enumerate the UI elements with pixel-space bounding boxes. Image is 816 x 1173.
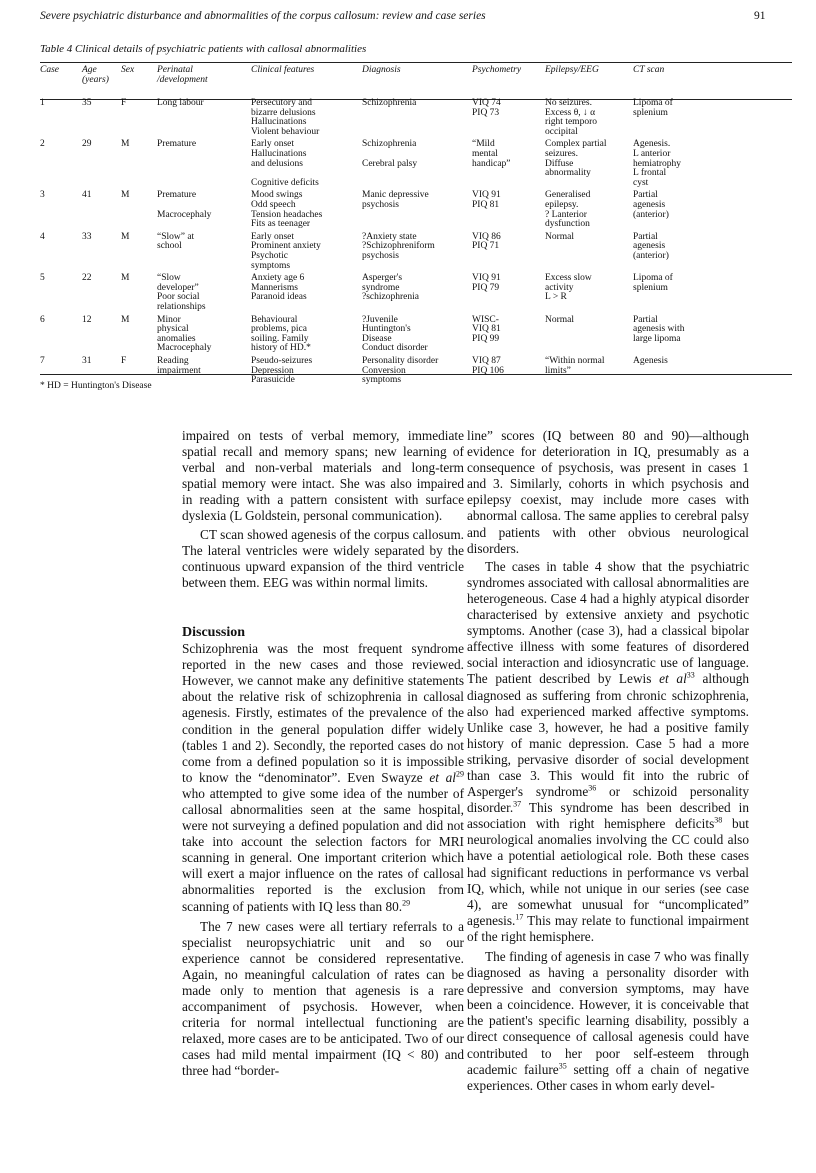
column-header: Clinical features: [251, 65, 315, 75]
table-header-row: [40, 66, 792, 99]
table-cell: Normal: [545, 314, 575, 325]
table-cell: 4: [40, 231, 45, 242]
table-caption: Table 4 Clinical details of psychiatric patients with callosal abnormalities: [40, 43, 367, 55]
table-cell: 2: [40, 139, 45, 150]
table-cell: M: [121, 231, 130, 242]
table-cell: Pseudo-seizures Depression Parasuicide: [251, 355, 313, 386]
table-cell: 31: [82, 355, 92, 366]
section-heading: Discussion: [182, 624, 246, 640]
table-cell: Asperger's syndrome ?schizophrenia: [362, 273, 419, 303]
table-cell: “Slow” at school: [157, 231, 195, 252]
table-cell: Persecutory and bizarre delusions Hallucinations Violent behaviour: [251, 98, 320, 137]
table-row: [40, 274, 792, 315]
table-cell: F: [121, 98, 127, 108]
paragraph: The cases in table 4 show that the psychiatric syndromes associated with callosal abnormalities are heterogeneous. Case 4 had a highly atypical disorder characterised by extensive anxiety and psychotic symptoms. Another (case 3), had a classical bipolar affective illness with some features of disordered social interaction and idiosyncratic use of language. The patient described by Lewis et $al^{33}$ although diagnosed as suffering from chronic schizophrenia, also had experienced marked affective symptoms. Unlike case 3, however, he had a positive family history of manic depression. Case 5 had a more striking, pervasive disorder of social development than case 3. This would fit into the rubric of Asperger's syndrome$^{36}$ or schizoid personality disorder.$^{37}$ This syndrome has been described in association with right hemisphere deficits$^{38}$ but neurological anomalies involving the CC could also have a potential aetiological role. Both these cases had significant reductions in performance vs verbal IQ, which, while not unique in our series (see case 4), are somewhat unusual for “uncomplicated” agenesis.$^{17}$ This may relate to functional impairment of the right hemisphere.: [467, 558, 750, 944]
column-header: Age (years): [82, 65, 109, 85]
table-cell: Lipoma of splenium: [633, 273, 673, 293]
table-cell: 1: [40, 98, 45, 108]
table-row: [40, 140, 792, 191]
table-cell: VIQ 86 PIQ 71: [472, 231, 501, 252]
table-cell: “Slow developer” Poor social relationships: [157, 273, 206, 312]
table-top-rule: [40, 62, 792, 63]
table-cell: Normal: [545, 231, 575, 242]
table-body: [40, 99, 792, 389]
table-cell: Early onset Hallucinations and delusions Cognitive deficits: [251, 139, 319, 188]
table-cell: “Within normal limits”: [545, 355, 605, 376]
table-cell: 29: [82, 139, 92, 150]
column-header: Perinatal /development: [157, 65, 208, 85]
table-cell: No seizures. Excess θ, ↓ α right temporo occipital: [545, 98, 597, 137]
table-cell: 41: [82, 190, 92, 201]
table-cell: Generalised epilepsy. ? Lanterior dysfunction: [545, 190, 591, 230]
table-footnote: * HD = Huntington's Disease: [40, 381, 152, 391]
left-column: [182, 428, 464, 1080]
table-cell: Premature Macrocephaly: [157, 190, 212, 220]
table-cell: Complex partial seizures. Diffuse abnormality: [545, 139, 607, 179]
paragraph: impaired on tests of verbal memory, immediate spatial recall and memory spans; new learning of verbal and non-verbal materials and long-term spatial memory were intact. She was also impaired in reading with a pattern consistent with surface dyslexia (L Goldstein, personal communication).: [182, 428, 464, 524]
table-cell: Schizophrenia: [362, 98, 417, 108]
table-cell: 33: [82, 231, 92, 242]
table-cell: Anxiety age 6 Mannerisms Paranoid ideas: [251, 273, 307, 303]
running-head: Severe psychiatric disturbance and abnormalities of the corpus callosum: review and case series: [40, 10, 486, 22]
page-number: 91: [754, 10, 766, 22]
table-cell: 22: [82, 273, 92, 284]
table-cell: VIQ 74 PIQ 73: [472, 98, 501, 118]
table-cell: Personality disorder Conversion symptoms: [362, 355, 439, 386]
table-cell: Early onset Prominent anxiety Psychotic symptoms: [251, 231, 321, 271]
table-cell: ?Anxiety state ?Schizophreniform psychosis: [362, 231, 435, 261]
table-cell: 35: [82, 98, 92, 108]
paragraph: CT scan showed agenesis of the corpus callosum. The lateral ventricles were widely separated by the continuous upward expansion of the third ventricle between them. EEG was within normal limits.: [182, 526, 464, 590]
column-header: CT scan: [633, 65, 665, 75]
table-cell: 7: [40, 355, 45, 366]
table-cell: Premature: [157, 139, 197, 150]
right-column: [467, 428, 749, 1094]
table-cell: Agenesis: [633, 355, 668, 366]
table-cell: 6: [40, 314, 45, 325]
column-header: Sex: [121, 65, 135, 75]
column-header: Psychometry: [472, 65, 522, 75]
paragraph: line” scores (IQ between 80 and 90)—although evidence for deterioration in IQ, presumably as a consequence of psychosis, was present in cases 1 and 3. Similarly, cohorts in which psychosis and epilepsy coexist, may include more cases with abnormal callosa. The same applies to cerebral palsy and patients with other obvious neurological disorders.: [467, 428, 749, 556]
table-cell: Reading impairment: [157, 355, 201, 376]
table-cell: Schizophrenia Cerebral palsy: [362, 139, 418, 169]
table-cell: Partial agenesis with large lipoma: [633, 314, 685, 344]
table-cell: Mood swings Odd speech Tension headaches Fits as teenager: [251, 190, 323, 230]
table-cell: M: [121, 314, 130, 325]
table-cell: M: [121, 273, 130, 284]
table-cell: 12: [82, 314, 92, 325]
column-header: Case: [40, 65, 59, 75]
clinical-details-table: [40, 66, 792, 389]
table-cell: Lipoma of splenium: [633, 98, 673, 118]
paragraph: The finding of agenesis in case 7 who was finally diagnosed as having a personality disorder with depressive and conversion symptoms, may have been a coincidence. However, it is conceivable that the patient's specific learning disability, possibly a direct consequence of callosal agenesis could have contributed to her poor self-esteem through academic failure$^{35}$ setting off a chain of negative experiences. Other cases in whom early devel-: [467, 949, 749, 1093]
table-cell: ?Juvenile Huntington's Disease Conduct disorder: [362, 314, 428, 354]
table-cell: M: [121, 139, 130, 150]
table-cell: Manic depressive psychosis: [362, 190, 429, 210]
table-cell: F: [121, 355, 127, 366]
table-cell: “Mild mental handicap”: [472, 139, 511, 169]
table-row: [40, 99, 792, 140]
table-cell: Excess slow activity L > R: [545, 273, 592, 303]
table-cell: Partial agenesis (anterior): [633, 190, 669, 220]
table-cell: VIQ 91 PIQ 81: [472, 190, 501, 210]
table-row: [40, 316, 792, 357]
column-header: Diagnosis: [362, 65, 401, 75]
paragraph: The 7 new cases were all tertiary referrals to a specialist neuropsychiatric unit and so our experience cannot be considered representative. Again, no meaningful calculation of rates can be made only to mention that agenesis is a rare accompaniment of psychosis. However, when criteria for normal intellectual functioning are relaxed, more cases are to be anticipated. Two of our cases had mild mental impairment (IQ < 80) and three had “border-: [182, 918, 464, 1079]
table-cell: M: [121, 190, 130, 201]
column-header: Epilepsy/EEG: [545, 65, 599, 75]
table-cell: VIQ 87 PIQ 106: [472, 355, 504, 376]
table-cell: Behavioural problems, pica soiling. Family history of HD.*: [251, 314, 311, 354]
table-cell: WISC- VIQ 81 PIQ 99: [472, 314, 501, 344]
table-row: [40, 233, 792, 274]
table-cell: 3: [40, 190, 45, 201]
table-cell: Minor physical anomalies Macrocephaly: [157, 314, 212, 354]
table-row: [40, 357, 792, 389]
table-row: [40, 191, 792, 232]
table-cell: Agenesis. L anterior hemiatrophy L frontal cyst: [633, 139, 682, 188]
table-cell: VIQ 91 PIQ 79: [472, 273, 501, 293]
table-cell: Partial agenesis (anterior): [633, 231, 669, 261]
table-cell: 5: [40, 273, 45, 284]
paragraph: Schizophrenia was the most frequent syndrome reported in the new cases and those reviewed. However, we cannot make any definitive statements about the relative risk of schizophrenia in callosal agenesis. Firstly, estimates of the prevalence of the condition in the general population differ widely (tables 1 and 2). Secondly, the reported cases do not come from a defined population so it is impossible to know the “denominator”. Even Swayze et $al^{29}$ who attempted to give some idea of the number of callosal abnormalities seen at the same hospital, were not surveying a defined population and did not take into account the selection factors for MRI scanning in general. One important criterion which will exert a major influence on the rates of callosal abnormalities reported is the exclusion from scanning of patients with IQ less than 80.29: [182, 641, 464, 914]
table-cell: Long labour: [157, 98, 204, 108]
